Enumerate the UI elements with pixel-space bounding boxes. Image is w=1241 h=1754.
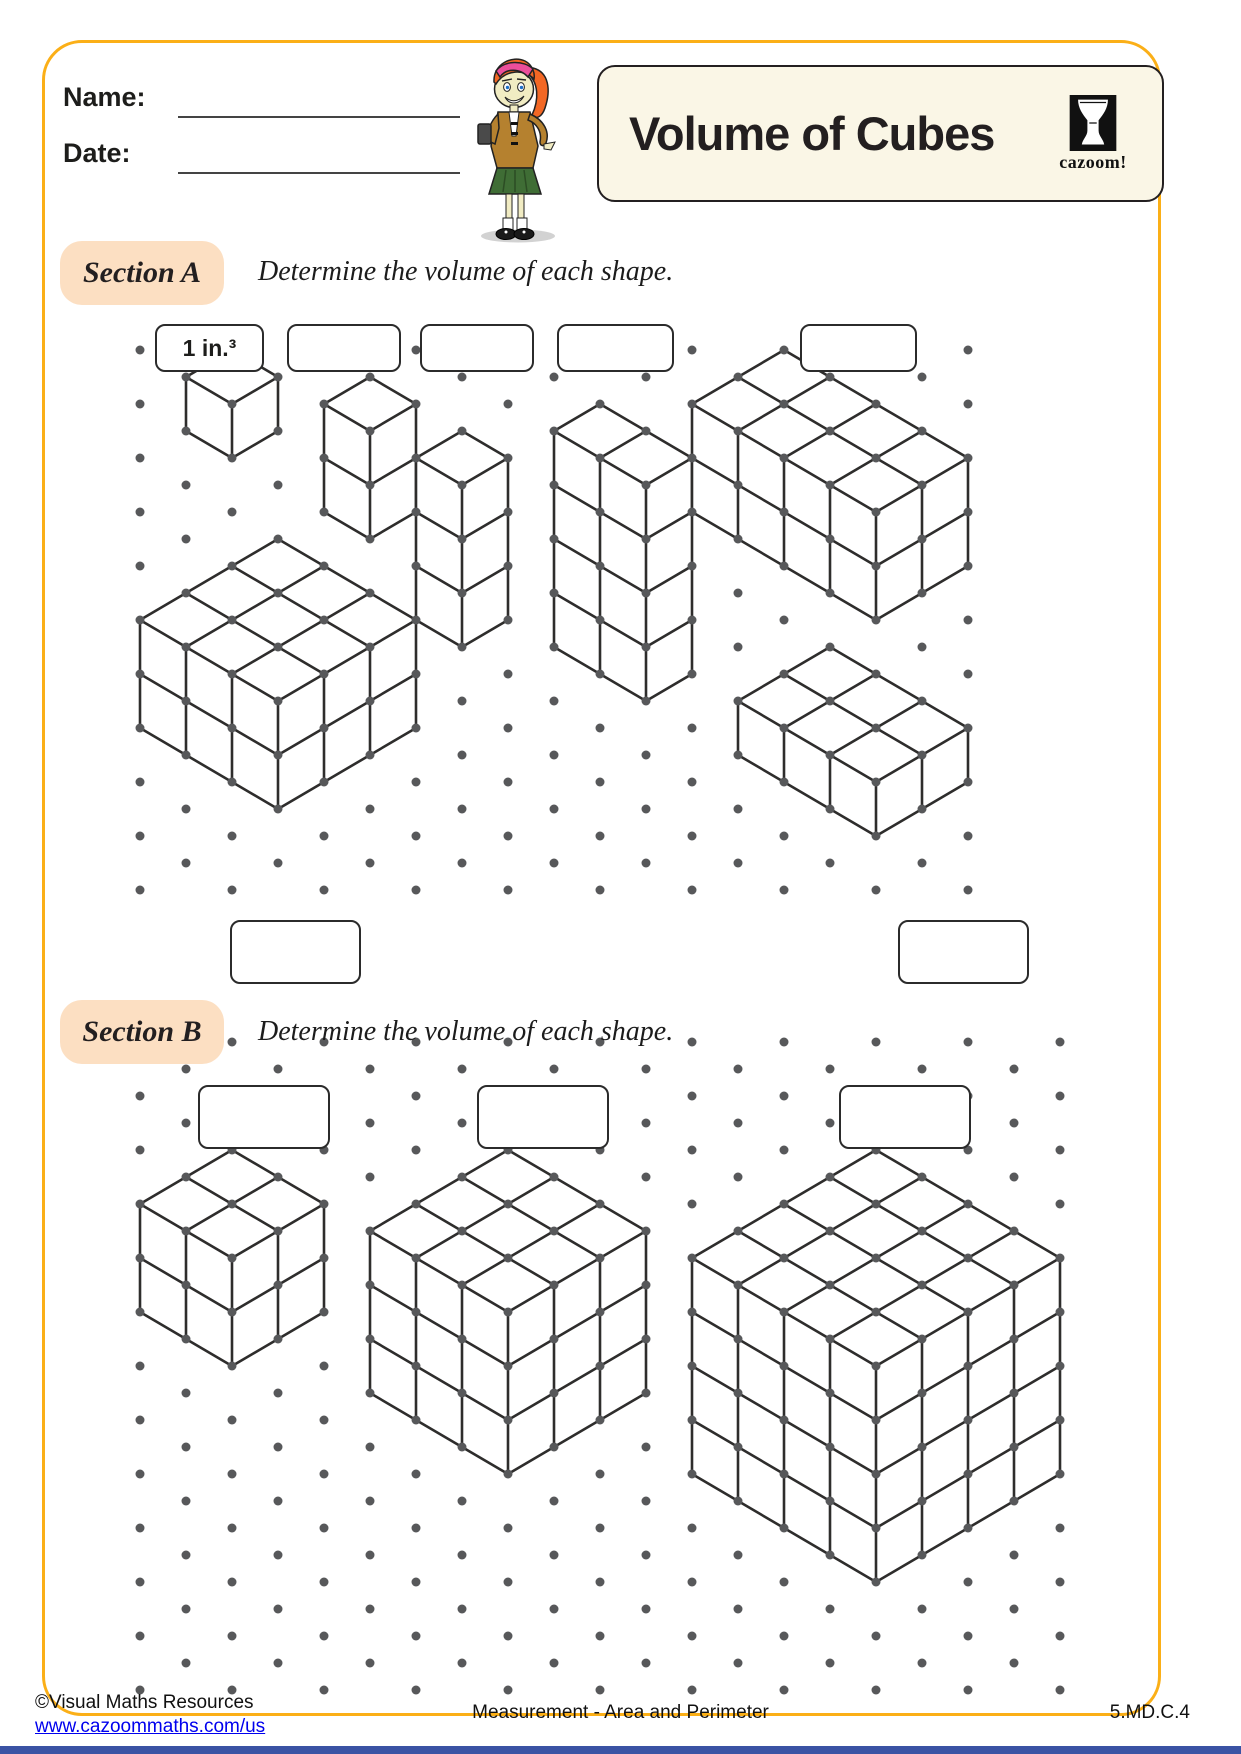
answer-box-b2[interactable] bbox=[477, 1085, 609, 1149]
footer-standard: 5.MD.C.4 bbox=[1109, 1702, 1190, 1723]
section-b-label: Section B bbox=[82, 1015, 202, 1048]
answer-box-a3[interactable] bbox=[420, 324, 534, 372]
answer-box-a4[interactable] bbox=[557, 324, 674, 372]
answer-box-a2[interactable] bbox=[287, 324, 401, 372]
answer-box-a6[interactable] bbox=[230, 920, 361, 984]
page-title: Volume of Cubes bbox=[629, 107, 995, 160]
date-label: Date: bbox=[63, 138, 131, 168]
unit-cube-label: 1 in.³ bbox=[182, 334, 237, 361]
footer-accent-bar bbox=[0, 1746, 1241, 1754]
name-label: Name: bbox=[63, 82, 146, 112]
answer-box-a1[interactable] bbox=[155, 324, 264, 372]
section-b-pill bbox=[60, 1000, 224, 1064]
section-a-pill bbox=[60, 241, 224, 305]
answer-box-a5[interactable] bbox=[800, 324, 917, 372]
student-cartoon bbox=[456, 48, 578, 246]
section-a-label: Section A bbox=[82, 256, 202, 289]
answer-box-a7[interactable] bbox=[898, 920, 1029, 984]
name-line[interactable] bbox=[178, 86, 460, 118]
answer-box-b3[interactable] bbox=[839, 1085, 971, 1149]
footer-link[interactable]: www.cazoommaths.com/us bbox=[35, 1716, 266, 1737]
answer-box-b1[interactable] bbox=[198, 1085, 330, 1149]
section-b-instruction: Determine the volume of each shape. bbox=[258, 1016, 674, 1047]
cazoom-logo-text: cazoom! bbox=[1059, 151, 1127, 172]
title-box bbox=[597, 65, 1164, 202]
footer-topic: Measurement - Area and Perimeter bbox=[472, 1702, 769, 1723]
date-line[interactable] bbox=[178, 142, 460, 174]
djembe-drum-icon bbox=[1069, 95, 1117, 151]
cazoom-logo bbox=[1038, 95, 1148, 173]
section-a-instruction: Determine the volume of each shape. bbox=[258, 256, 674, 287]
footer-copyright: ©Visual Maths Resources bbox=[35, 1692, 254, 1713]
